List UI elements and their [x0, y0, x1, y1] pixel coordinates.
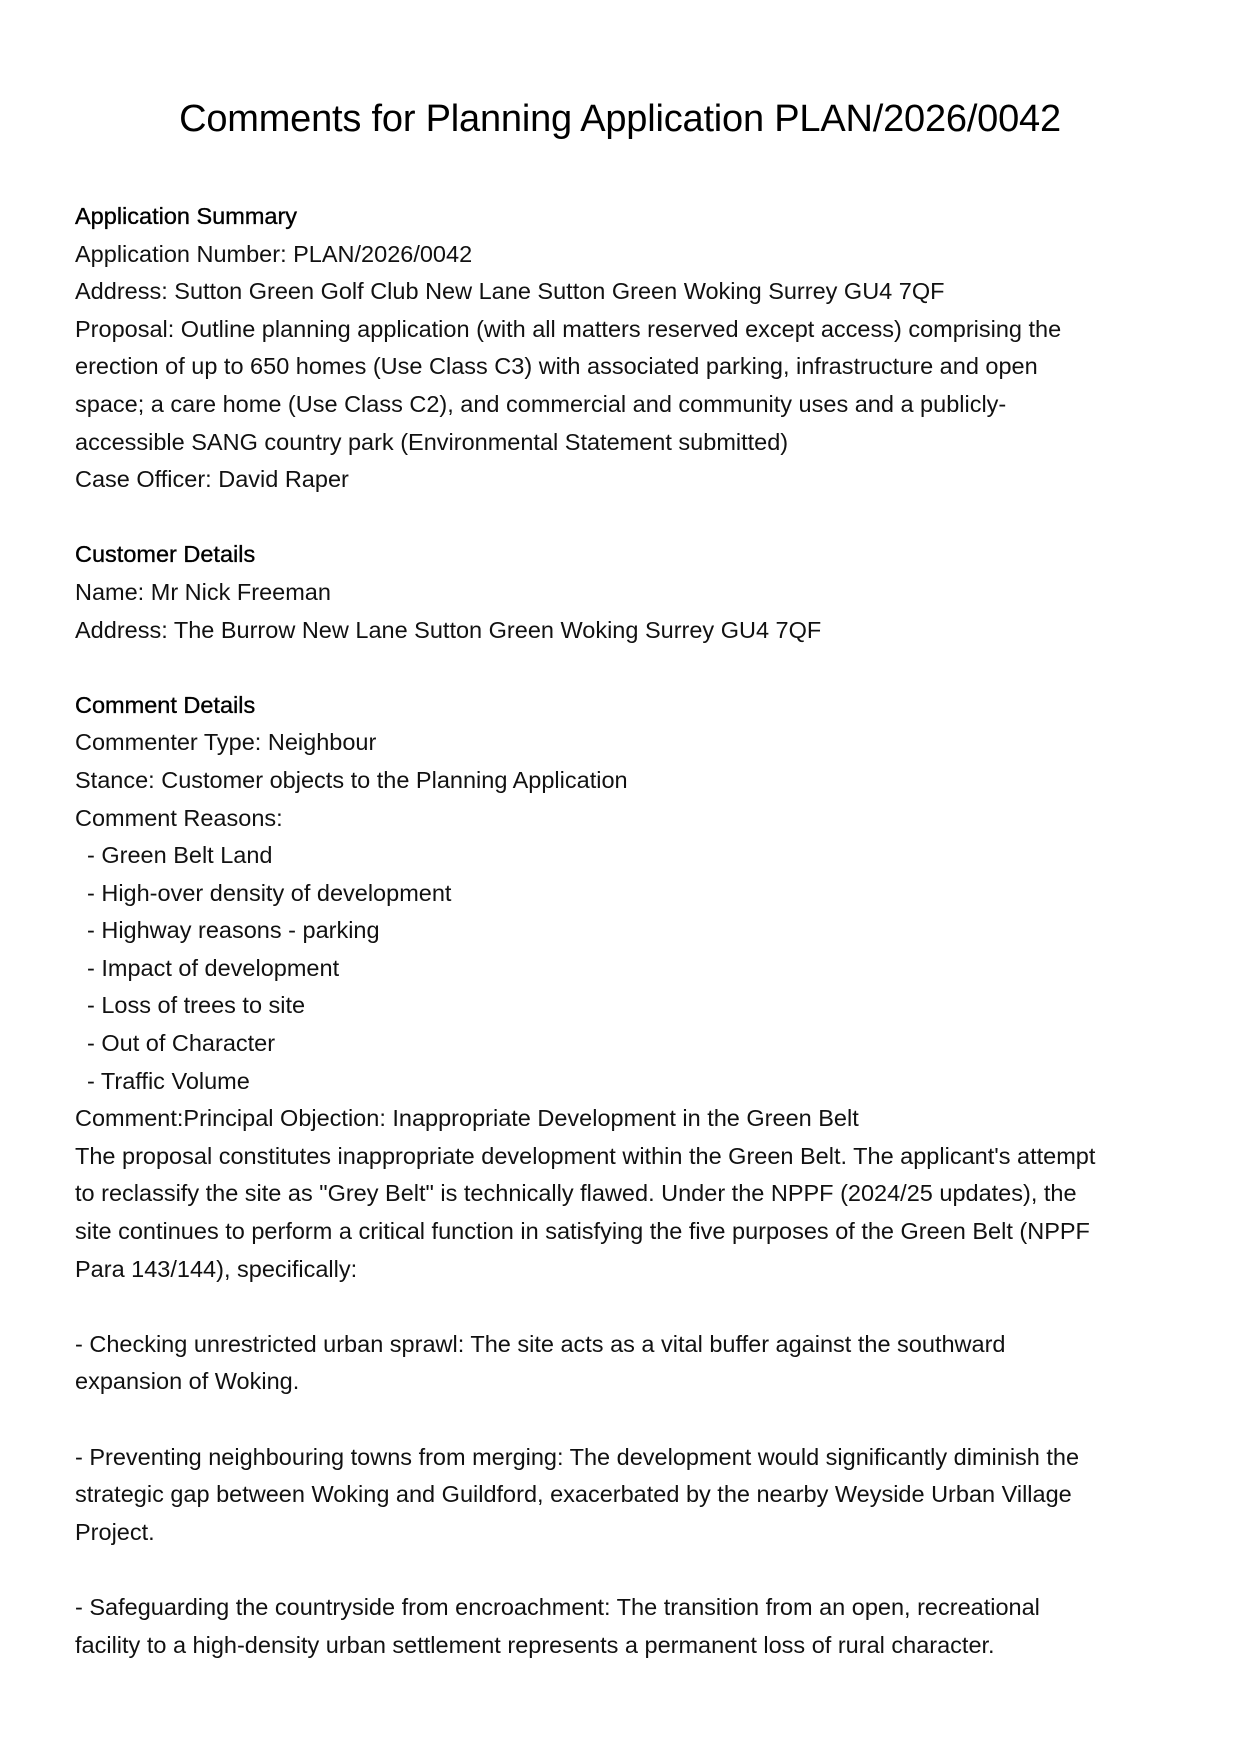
comment-reasons-list — [75, 837, 1175, 1100]
list-item: - Highway reasons - parking — [87, 917, 380, 944]
application-summary-heading: Application Summary — [75, 203, 298, 229]
customer-details-section — [75, 536, 1175, 649]
section-spacer — [75, 649, 1175, 687]
list-item: - Loss of trees to site — [87, 992, 306, 1019]
comment-line: The proposal constitutes inappropriate development within the Green Belt. The applicant's attempt — [75, 1142, 1096, 1169]
comment-line: - Safeguarding the countryside from encroachment: The transition from an open, recreational — [75, 1593, 1040, 1620]
comment-line: Project. — [75, 1518, 155, 1545]
customer-address: Address: The Burrow New Lane Sutton Green Woking Surrey GU4 7QF — [75, 616, 822, 643]
comment-details-heading: Comment Details — [75, 691, 256, 718]
application-summary-section — [75, 198, 1175, 499]
comment-bullet-encroachment — [75, 1589, 1175, 1664]
comment-line: - Preventing neighbouring towns from merging: The development would significantly diminish the — [75, 1443, 1080, 1470]
comment-line: site continues to perform a critical function in satisfying the five purposes of the Green Belt (NPPF — [75, 1218, 1090, 1245]
comment-bullet-sprawl — [75, 1326, 1175, 1401]
application-number: Application Number: PLAN/2026/0042 — [75, 240, 473, 267]
commenter-type: Commenter Type: Neighbour — [75, 729, 377, 756]
list-item: - Green Belt Land — [87, 842, 273, 869]
comment-line: - Checking unrestricted urban sprawl: The site acts as a vital buffer against the southward — [75, 1330, 1006, 1357]
application-address: Address: Sutton Green Golf Club New Lane Sutton Green Woking Surrey GU4 7QF — [75, 278, 945, 305]
paragraph-spacer — [75, 1401, 1175, 1439]
proposal-line: erection of up to 650 homes (Use Class C3) with associated parking, infrastructure and open — [75, 353, 1038, 380]
page-title: Comments for Planning Application PLAN/2026/0042 — [179, 98, 1061, 140]
stance: Stance: Customer objects to the Planning Application — [75, 766, 628, 793]
comment-paragraph — [75, 1138, 1175, 1288]
case-officer: Case Officer: David Raper — [75, 466, 349, 493]
comment-line: facility to a high-density urban settlement represents a permanent loss of rural character. — [75, 1631, 995, 1658]
list-item: - High-over density of development — [87, 879, 452, 906]
comment-line: Para 143/144), specifically: — [75, 1255, 358, 1282]
comment-line: expansion of Woking. — [75, 1368, 300, 1395]
customer-details-heading: Customer Details — [75, 541, 256, 568]
list-item: - Impact of development — [87, 954, 340, 981]
customer-name: Name: Mr Nick Freeman — [75, 578, 331, 605]
document-body — [75, 198, 1175, 1664]
proposal-line: Proposal: Outline planning application (with all matters reserved except access) comprising the — [75, 315, 1062, 342]
comment-details-section — [75, 687, 1175, 1664]
comment-bullet-merging — [75, 1439, 1175, 1552]
section-spacer — [75, 499, 1175, 537]
comment-line: to reclassify the site as "Grey Belt" is technically flawed. Under the NPPF (2024/25 updates), the — [75, 1180, 1077, 1207]
comment-reasons-label: Comment Reasons: — [75, 804, 283, 831]
proposal-line: accessible SANG country park (Environmental Statement submitted) — [75, 428, 789, 455]
comment-line: strategic gap between Woking and Guildford, exacerbated by the nearby Weyside Urban Village — [75, 1481, 1072, 1508]
list-item: - Out of Character — [87, 1030, 276, 1057]
list-item: - Traffic Volume — [87, 1067, 250, 1094]
paragraph-spacer — [75, 1288, 1175, 1326]
comment-first-line: Comment:Principal Objection: Inappropriate Development in the Green Belt — [75, 1105, 859, 1132]
proposal-line: space; a care home (Use Class C2), and commercial and community uses and a publicly- — [75, 390, 1007, 417]
paragraph-spacer — [75, 1551, 1175, 1589]
